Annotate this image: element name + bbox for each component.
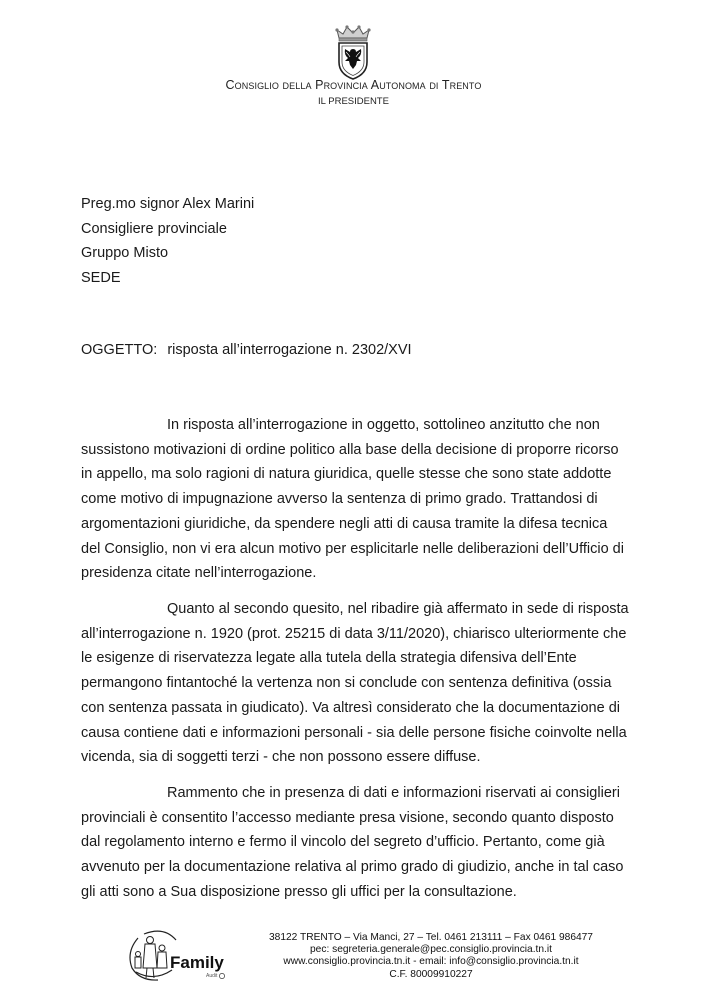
footer-contact-info — [250, 932, 612, 981]
paragraph-line: provinciali è consentito l’accesso mediante presa visione, secondo quanto disposto — [81, 809, 614, 826]
addressee-name: Preg.mo signor Alex Marini — [81, 196, 255, 212]
organization-name: Consiglio della Provincia Autonoma di Trento — [225, 78, 482, 92]
paragraph-line: presidenza citate nell’interrogazione. — [81, 565, 317, 582]
paragraph-line: causa contiene dati e informazioni personali - sia delle persone fisiche coinvolte nella — [81, 724, 627, 741]
svg-text:Audit: Audit — [206, 973, 218, 979]
paragraph-line: vicenda, sia di soggetti terzi - che non possono essere diffuse. — [81, 749, 481, 766]
paragraph-line: Quanto al secondo quesito, nel ribadire già affermato in sede di risposta — [167, 601, 629, 617]
footer-address: 38122 TRENTO – Via Manci, 27 – Tel. 0461 213111 – Fax 0461 986477 — [269, 932, 593, 943]
subject-text: risposta all’interrogazione n. 2302/XVI — [167, 342, 412, 358]
addressee-block — [81, 192, 254, 291]
paragraph-line: Rammento che in presenza di dati e informazioni riservati ai consiglieri — [167, 785, 620, 801]
svg-text:Family: Family — [170, 953, 224, 972]
paragraph-line: permangono fintantoché la vertenza non si conclude con sentenza definitiva (ossia — [81, 675, 612, 692]
family-audit-logo-icon — [124, 926, 228, 984]
paragraph-line: le esigenze di riservatezza legate alla tutela della strategia difensiva dell’Ente — [81, 650, 577, 667]
paragraph-line: in appello, ma solo ragioni di natura giuridica, quelle stesse che sono state addotte — [81, 466, 612, 483]
paragraph-line: gli atti sono a Sua disposizione presso gli uffici per la consultazione. — [81, 883, 517, 900]
paragraph-line: con sentenza passata in giudicato). Va altresì considerato che la documentazione di — [81, 699, 620, 716]
body-paragraph-1 — [81, 413, 701, 586]
footer-web-email: www.consiglio.provincia.tn.it - email: info@consiglio.provincia.tn.it — [283, 956, 579, 968]
paragraph-line: dal regolamento interno e fermo il vincolo del segreto d’ufficio. Pertanto, come già — [81, 834, 605, 851]
coat-of-arms-icon — [333, 24, 373, 80]
addressee-title: Consigliere provinciale — [81, 220, 227, 237]
footer-pec: pec: segreteria.generale@pec.consiglio.provincia.tn.it — [310, 944, 552, 956]
organization-role: IL PRESIDENTE — [318, 96, 389, 107]
body-paragraph-3 — [81, 781, 701, 905]
addressee-group: Gruppo Misto — [81, 245, 169, 262]
addressee-location: SEDE — [81, 270, 121, 287]
paragraph-line: avvenuto per la documentazione relativa al primo grado di giudizio, anche in tal caso — [81, 859, 624, 876]
subject-line — [81, 342, 412, 358]
paragraph-line: come motivo di impugnazione avverso la sentenza di primo grado. Trattandosi di — [81, 491, 598, 508]
paragraph-line: all’interrogazione n. 1920 (prot. 25215 di data 3/11/2020), chiarisco ulteriormente che — [81, 625, 627, 642]
subject-label: OGGETTO: — [81, 342, 158, 358]
paragraph-line: del Consiglio, non vi era alcun motivo per esplicitarle nelle deliberazioni dell’Ufficio di — [81, 540, 624, 557]
body-paragraph-2 — [81, 597, 701, 770]
paragraph-line: sussistono motivazioni di ordine politico alla base della decisione di proporre ricorso — [81, 441, 619, 458]
paragraph-line: In risposta all’interrogazione in oggetto, sottolineo anzitutto che non — [167, 417, 600, 433]
footer-tax-code: C.F. 80009910227 — [389, 968, 473, 980]
paragraph-line: argomentazioni giuridiche, da spendere negli atti di causa tramite la difesa tecnica — [81, 515, 608, 532]
